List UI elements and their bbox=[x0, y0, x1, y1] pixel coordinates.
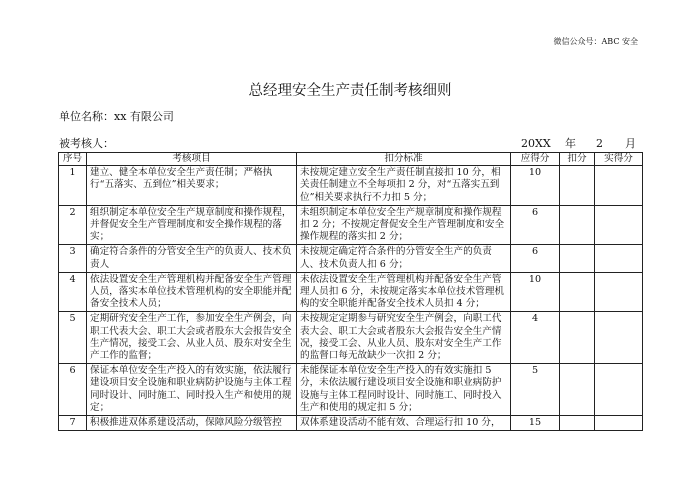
table-row bbox=[59, 166, 643, 206]
row-standard: 未依法设置安全生产管理机构并配备安全生产管理人员扣 6 分，未按规定落实本单位技术管理机构的安全职能并配备安全技术人员扣 4 分； bbox=[297, 272, 511, 312]
row-deduct bbox=[560, 416, 595, 431]
row-deduct bbox=[560, 272, 595, 312]
header-actual: 实得分 bbox=[595, 153, 643, 166]
year-label: 年 bbox=[565, 137, 576, 150]
row-deduct bbox=[560, 245, 595, 272]
header-item: 考核项目 bbox=[87, 153, 297, 166]
header-standard: 扣分标准 bbox=[297, 153, 511, 166]
table-row bbox=[59, 205, 643, 245]
row-score: 6 bbox=[511, 245, 560, 272]
row-item: 组织制定本单位安全生产规章制度和操作规程，并督促安全生产管理制度和安全操作规程的落实； bbox=[87, 205, 297, 245]
header-score: 应得分 bbox=[511, 153, 560, 166]
header-no: 序号 bbox=[59, 153, 87, 166]
month-label: 月 bbox=[625, 137, 636, 150]
row-no: 2 bbox=[59, 205, 87, 245]
row-standard: 双体系建设活动不能有效、合理运行扣 10 分， bbox=[297, 416, 511, 431]
assessment-table bbox=[58, 152, 643, 431]
row-item: 依法设置安全生产管理机构并配备安全生产管理人员，落实本单位技术管理机构的安全职能并配备安全技术人员； bbox=[87, 272, 297, 312]
row-deduct bbox=[560, 166, 595, 206]
row-no: 7 bbox=[59, 416, 87, 431]
row-item: 确定符合条件的分管安全生产的负责人、技术负责人 bbox=[87, 245, 297, 272]
document-title: 总经理安全生产责任制考核细则 bbox=[248, 83, 452, 99]
row-no: 1 bbox=[59, 166, 87, 206]
row-actual bbox=[595, 312, 643, 364]
row-no: 4 bbox=[59, 272, 87, 312]
row-deduct bbox=[560, 312, 595, 364]
row-actual bbox=[595, 166, 643, 206]
row-item: 定期研究安全生产工作，参加安全生产例会，向职工代表大会、职工大会或者股东大会报告安全生产情况，接受工会、从业人员、股东对安全生产工作的监督； bbox=[87, 312, 297, 364]
assessment-date bbox=[521, 135, 636, 151]
wechat-account-note: 微信公众号：ABC 安全 bbox=[553, 37, 638, 46]
table-row bbox=[59, 312, 643, 364]
row-actual bbox=[595, 416, 643, 431]
year-value: 20XX bbox=[521, 137, 551, 150]
header-deduct: 扣分 bbox=[560, 153, 595, 166]
row-score: 5 bbox=[511, 364, 560, 416]
row-no: 3 bbox=[59, 245, 87, 272]
month-value: 2 bbox=[596, 137, 603, 150]
row-deduct bbox=[560, 205, 595, 245]
row-actual bbox=[595, 205, 643, 245]
row-actual bbox=[595, 272, 643, 312]
row-score: 10 bbox=[511, 272, 560, 312]
row-standard: 未按规定确定符合条件的分管安全生产的负责人、技术负责人扣 6 分； bbox=[297, 245, 511, 272]
row-deduct bbox=[560, 364, 595, 416]
row-actual bbox=[595, 245, 643, 272]
row-item: 保证本单位安全生产投入的有效实施，依法履行建设项目安全设施和职业病防护设施与主体工程同时设计、同时施工、同时投入生产和使用的规定； bbox=[87, 364, 297, 416]
row-standard: 未按规定定期参与研究安全生产例会，向职工代表大会、职工大会或者股东大会报告安全生产情况，接受工会、从业人员、股东对安全生产工作的监督口每无故缺少一次扣 2 分； bbox=[297, 312, 511, 364]
row-score: 6 bbox=[511, 205, 560, 245]
table-row bbox=[59, 272, 643, 312]
table-header-row bbox=[59, 153, 643, 166]
row-no: 5 bbox=[59, 312, 87, 364]
row-standard: 未能保证本单位安全生产投入的有效实施扣 5 分，未依法履行建设项目安全设施和职业病防护设施与主体工程同时设计、同时施工、同时投入生产和使用的规定扣 5 分； bbox=[297, 364, 511, 416]
row-standard: 未组织制定本单位安全生产规章制度和操作规程扣 2 分；不按规定督促安全生产管理制度和安全操作规程的落实扣 2 分； bbox=[297, 205, 511, 245]
table-row bbox=[59, 364, 643, 416]
row-actual bbox=[595, 364, 643, 416]
assessee-label: 被考核人： bbox=[59, 137, 114, 150]
row-score: 10 bbox=[511, 166, 560, 206]
row-item: 积极推进双体系建设活动，保障风险分级管控 bbox=[87, 416, 297, 431]
row-item: 建立、健全本单位安全生产责任制；严格执行“五落实、五到位”相关要求； bbox=[87, 166, 297, 206]
table-row bbox=[59, 245, 643, 272]
table-row bbox=[59, 416, 643, 431]
row-score: 15 bbox=[511, 416, 560, 431]
row-no: 6 bbox=[59, 364, 87, 416]
row-standard: 未按规定建立安全生产责任制直接扣 10 分，相关责任制建立不全每项扣 2 分，对“五落实五到位”相关要求执行不力扣 5 分； bbox=[297, 166, 511, 206]
company-name-line: 单位名称：xx 有限公司 bbox=[59, 110, 174, 123]
row-score: 4 bbox=[511, 312, 560, 364]
